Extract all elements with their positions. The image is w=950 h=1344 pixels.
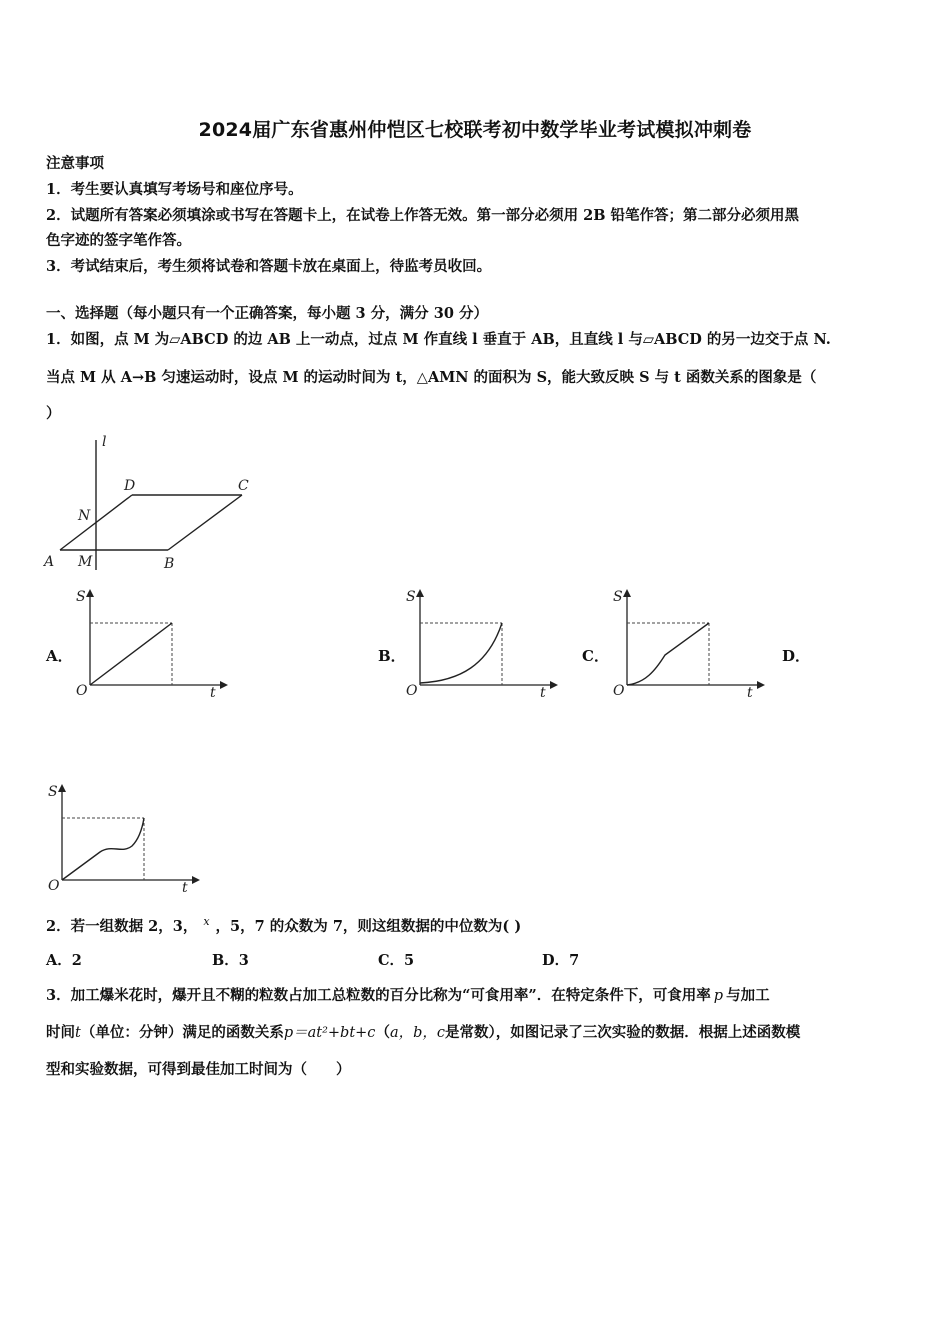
q3-line-2-pre: 时间 bbox=[46, 1024, 75, 1041]
curve-d bbox=[62, 818, 144, 880]
notice-item-2: 2．试题所有答案必须填涂或书写在答题卡上，在试卷上作答无效。第一部分必须用 2B 铅笔作答；第二部分必须用黑 bbox=[46, 207, 800, 224]
q1-line-1: 1．如图，点 M 为▱ABCD 的边 AB 上一动点，过点 M 作直线 l 垂直于 AB，且直线 l 与▱ABCD 的另一边交于点 N. bbox=[46, 331, 831, 348]
origin-label: O bbox=[406, 683, 418, 699]
origin-label: O bbox=[76, 683, 88, 699]
option-c-label[interactable]: C． bbox=[582, 647, 609, 665]
label-m: M bbox=[78, 554, 93, 570]
notice-item-3: 3．考试结束后，考生须将试卷和答题卡放在桌面上，待监考员收回。 bbox=[46, 258, 492, 275]
parallelogram-figure bbox=[40, 430, 270, 575]
q3-line-2-post: 是常数），如图记录了三次实验的数据．根据上述函数模 bbox=[445, 1024, 801, 1041]
origin-label: O bbox=[613, 683, 625, 699]
axis-label-s: S bbox=[48, 784, 58, 800]
q3-line-2-open: （ bbox=[375, 1024, 390, 1041]
option-c-graph[interactable] bbox=[607, 585, 767, 700]
notice-heading: 注意事项 bbox=[46, 155, 104, 172]
q3-var-t: t bbox=[75, 1025, 81, 1041]
y-arrow bbox=[623, 589, 631, 597]
q2-var-x: x bbox=[203, 915, 210, 928]
q2-text-pre: 2．若一组数据 2，3， bbox=[46, 918, 198, 935]
axis-label-t: t bbox=[540, 685, 546, 700]
side-bc bbox=[168, 495, 242, 550]
axis-label-s: S bbox=[406, 589, 416, 605]
y-arrow bbox=[86, 589, 94, 597]
axis-label-s: S bbox=[76, 589, 86, 605]
notice-item-2-cont: 色字迹的签字笔作答。 bbox=[46, 232, 191, 249]
axis-label-t: t bbox=[747, 685, 753, 700]
curve-b bbox=[420, 623, 502, 683]
curve-c bbox=[627, 623, 709, 685]
q1-line-2: 当点 M 从 A→B 匀速运动时，设点 M 的运动时间为 t，△AMN 的面积为 S，能大致反映 S 与 t 函数关系的图象是（ bbox=[46, 369, 817, 386]
option-a-label[interactable]: A． bbox=[46, 647, 73, 665]
page-title: 2024届广东省惠州仲恺区七校联考初中数学毕业考试模拟冲刺卷 bbox=[198, 119, 752, 141]
q3-line-1-post: 与加工 bbox=[726, 987, 770, 1004]
label-n: N bbox=[78, 508, 91, 524]
q3-line-2 bbox=[46, 1021, 800, 1042]
y-arrow bbox=[416, 589, 424, 597]
y-arrow bbox=[58, 784, 66, 792]
x-arrow bbox=[550, 681, 558, 689]
x-arrow bbox=[192, 876, 200, 884]
q3-formula: p＝at²+bt+c bbox=[283, 1025, 376, 1041]
label-b: B bbox=[164, 556, 175, 572]
q3-line-1-pre: 3．加工爆米花时，爆开且不糊的粒数占加工总粒数的百分比称为“可食用率”．在特定条件下，可食用率 bbox=[46, 987, 711, 1004]
q2-text bbox=[46, 915, 521, 936]
label-d: D bbox=[124, 478, 136, 494]
q2-text-post: ，5，7 的众数为 7，则这组数据的中位数为( ) bbox=[215, 918, 522, 935]
origin-label: O bbox=[48, 878, 60, 894]
q1-line-3: ） bbox=[46, 405, 61, 422]
label-c: C bbox=[238, 478, 249, 494]
q3-line-2-mid: （单位：分钟）满足的函数关系 bbox=[80, 1024, 284, 1041]
q2-option-d[interactable]: D．7 bbox=[542, 952, 580, 969]
q3-var-p: p bbox=[713, 988, 724, 1004]
q2-option-c[interactable]: C．5 bbox=[378, 952, 415, 969]
option-d-graph[interactable] bbox=[42, 780, 202, 895]
option-b-graph[interactable] bbox=[400, 585, 560, 700]
q3-line-1 bbox=[46, 984, 770, 1005]
label-l: l bbox=[102, 434, 107, 450]
q3-abc: a，b，c bbox=[389, 1025, 445, 1041]
x-arrow bbox=[220, 681, 228, 689]
option-b-label[interactable]: B． bbox=[378, 647, 406, 665]
notice-item-1: 1．考生要认真填写考场号和座位序号。 bbox=[46, 181, 303, 198]
curve-a bbox=[90, 623, 172, 685]
axis-label-t: t bbox=[182, 880, 188, 895]
x-arrow bbox=[757, 681, 765, 689]
option-a-graph[interactable] bbox=[70, 585, 230, 700]
q3-line-3: 型和实验数据，可得到最佳加工时间为（ ） bbox=[46, 1061, 351, 1078]
axis-label-s: S bbox=[613, 589, 623, 605]
q2-option-a[interactable]: A．2 bbox=[46, 952, 82, 969]
label-a: A bbox=[44, 554, 55, 570]
section-heading: 一、选择题（每小题只有一个正确答案，每小题 3 分，满分 30 分） bbox=[46, 305, 488, 322]
q2-option-b[interactable]: B．3 bbox=[212, 952, 249, 969]
option-d-label[interactable]: D． bbox=[782, 647, 811, 665]
axis-label-t: t bbox=[210, 685, 216, 700]
